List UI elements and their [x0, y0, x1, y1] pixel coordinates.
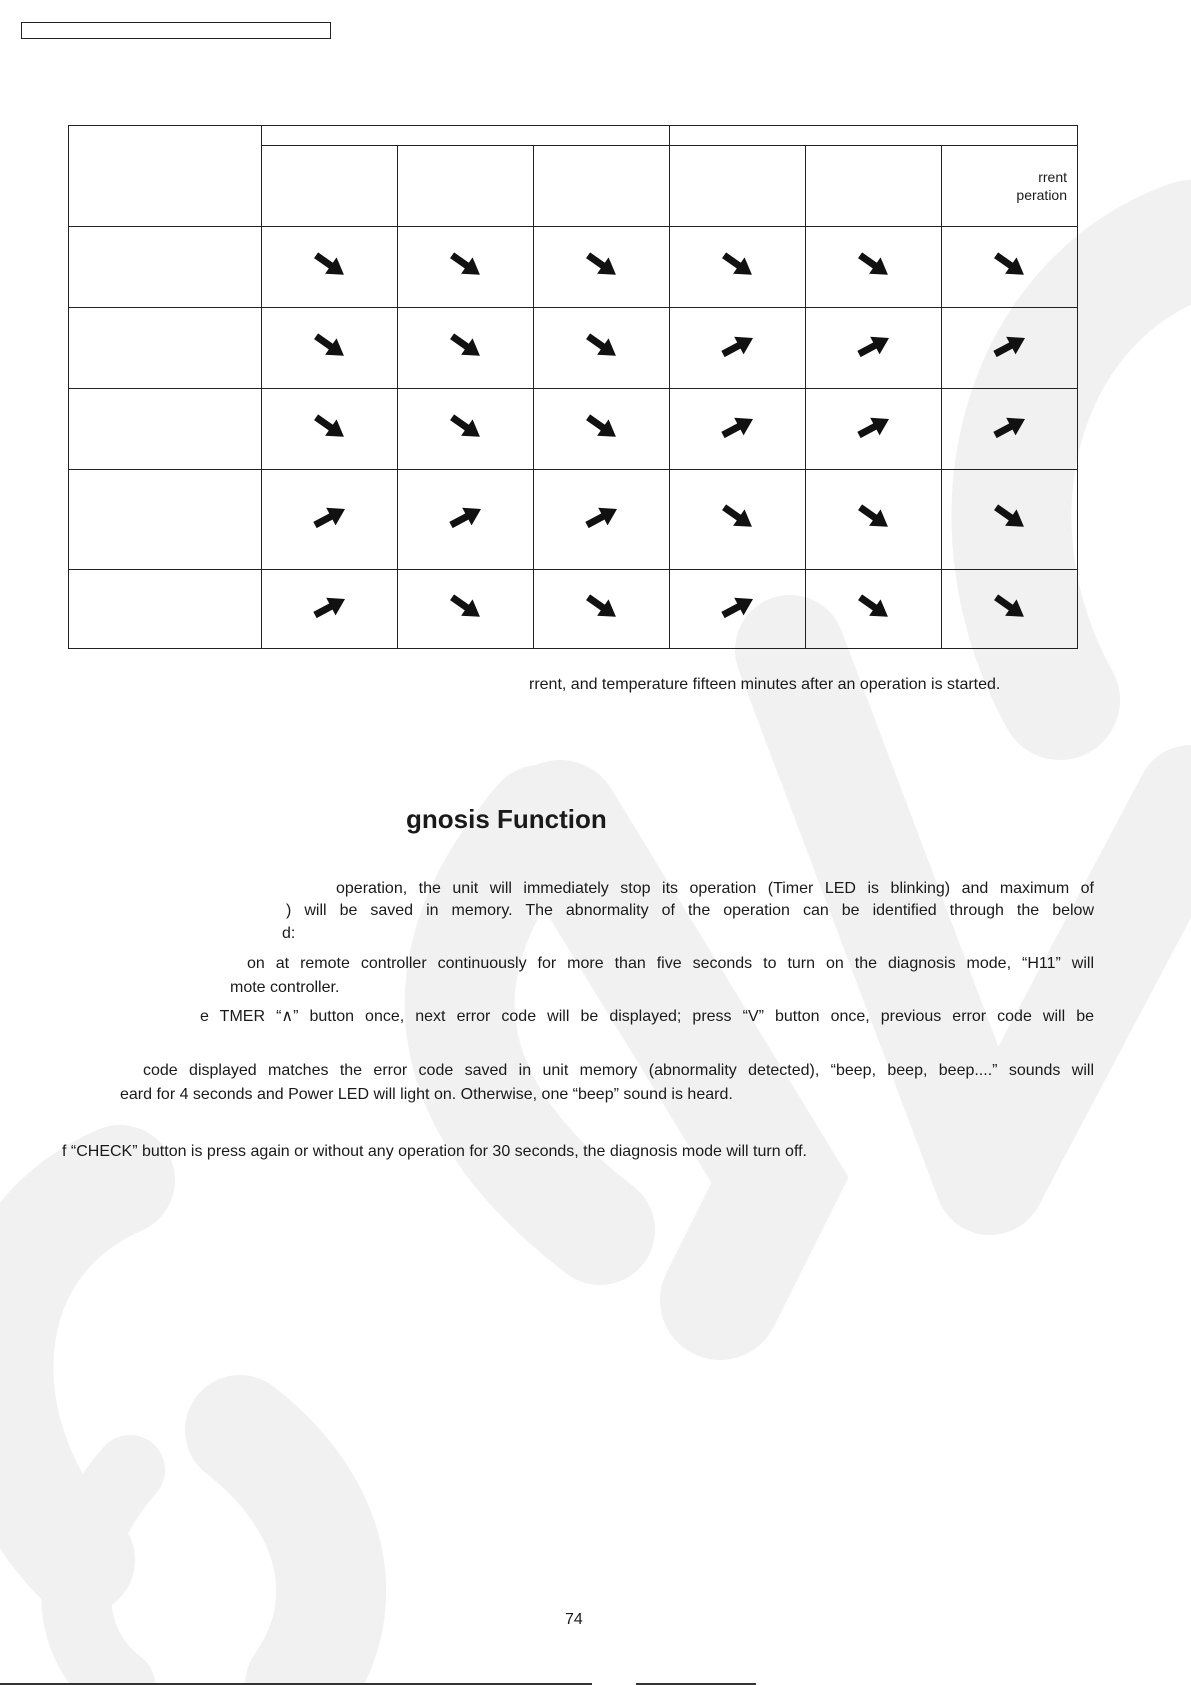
arrow-cell	[262, 470, 398, 570]
arrow-down-right-icon	[446, 328, 486, 364]
arrow-cell	[534, 308, 670, 389]
row-label-cell	[69, 570, 262, 649]
paragraph-2-line-2: mote controller.	[230, 979, 340, 996]
arrow-cell	[806, 389, 942, 470]
arrow-cell	[670, 308, 806, 389]
arrow-cell	[398, 308, 534, 389]
page-number: 74	[565, 1611, 583, 1628]
arrow-cell	[670, 570, 806, 649]
arrow-cell	[262, 389, 398, 470]
arrow-down-right-icon	[582, 328, 622, 364]
table-body	[69, 227, 1078, 649]
subheader-cell	[806, 146, 942, 227]
arrow-down-right-icon	[854, 247, 894, 283]
row-label-cell	[69, 470, 262, 570]
paragraph-5-line-1: f “CHECK” button is press again or without any operation for 30 seconds, the diagnosis mode will turn off.	[62, 1143, 807, 1160]
paragraph-1-line-3: d:	[282, 925, 296, 942]
arrow-down-right-icon	[854, 499, 894, 535]
paragraph-1-line-1: operation, the unit will immediately stop its operation (Timer LED is blinking) and maximum of	[336, 880, 1094, 897]
subheader-cell	[262, 146, 398, 227]
arrow-up-right-icon	[854, 409, 894, 445]
table-corner-cell	[69, 126, 262, 227]
arrow-cell	[398, 470, 534, 570]
arrow-up-right-icon	[310, 499, 350, 535]
arrow-up-right-icon	[854, 328, 894, 364]
arrow-cell	[670, 227, 806, 308]
table-row	[69, 227, 1078, 308]
group-header-left	[262, 126, 670, 146]
subheader-cell	[398, 146, 534, 227]
arrow-cell	[942, 227, 1078, 308]
arrow-down-right-icon	[718, 247, 758, 283]
arrow-down-right-icon	[446, 409, 486, 445]
arrow-up-right-icon	[446, 499, 486, 535]
arrow-down-right-icon	[582, 247, 622, 283]
arrow-up-right-icon	[718, 328, 758, 364]
section-heading: gnosis Function	[406, 804, 607, 834]
arrow-cell	[670, 470, 806, 570]
arrow-up-right-icon	[990, 409, 1030, 445]
paragraph-3-line-1: e TMER “∧” button once, next error code will be displayed; press “V” button once, previous error code will be	[200, 1008, 1094, 1025]
row-label-cell	[69, 389, 262, 470]
arrow-down-right-icon	[990, 499, 1030, 535]
subheader-cell	[534, 146, 670, 227]
arrow-cell	[398, 227, 534, 308]
arrow-down-right-icon	[310, 409, 350, 445]
arrow-down-right-icon	[854, 589, 894, 625]
arrow-down-right-icon	[446, 589, 486, 625]
arrow-cell	[398, 570, 534, 649]
arrow-cell	[942, 470, 1078, 570]
table-note: rrent, and temperature fifteen minutes after an operation is started.	[529, 676, 1001, 693]
arrow-down-right-icon	[582, 589, 622, 625]
arrow-cell	[806, 470, 942, 570]
arrow-up-right-icon	[718, 409, 758, 445]
arrow-cell	[534, 470, 670, 570]
subheader-cell-current-operation	[942, 146, 1078, 227]
table-row	[69, 570, 1078, 649]
arrow-cell	[534, 389, 670, 470]
arrow-down-right-icon	[990, 247, 1030, 283]
paragraph-1-line-2: ) will be saved in memory. The abnormality of the operation can be identified through the below	[286, 902, 1094, 919]
arrow-cell	[398, 389, 534, 470]
arrow-down-right-icon	[582, 409, 622, 445]
table-row	[69, 470, 1078, 570]
arrow-up-right-icon	[990, 328, 1030, 364]
arrow-down-right-icon	[310, 247, 350, 283]
arrow-cell	[942, 389, 1078, 470]
arrow-cell	[534, 227, 670, 308]
row-label-cell	[69, 227, 262, 308]
arrow-cell	[806, 227, 942, 308]
table-row	[69, 308, 1078, 389]
arrow-cell	[262, 308, 398, 389]
arrow-cell	[942, 308, 1078, 389]
arrow-up-right-icon	[582, 499, 622, 535]
arrow-down-right-icon	[718, 499, 758, 535]
row-label-cell	[69, 308, 262, 389]
arrow-up-right-icon	[310, 589, 350, 625]
subheader-cell	[670, 146, 806, 227]
arrow-cell	[806, 570, 942, 649]
arrow-cell	[262, 570, 398, 649]
arrow-down-right-icon	[310, 328, 350, 364]
header-box	[21, 22, 331, 39]
table-row	[69, 389, 1078, 470]
current-operation-header: rrent peration	[1016, 169, 1067, 203]
table-header-row	[69, 126, 1078, 146]
arrow-cell	[942, 570, 1078, 649]
arrow-down-right-icon	[446, 247, 486, 283]
group-header-right	[670, 126, 1078, 146]
paragraph-4-line-2: eard for 4 seconds and Power LED will light on. Otherwise, one “beep” sound is heard.	[120, 1086, 733, 1103]
arrow-cell	[806, 308, 942, 389]
arrow-cell	[262, 227, 398, 308]
arrow-up-right-icon	[718, 589, 758, 625]
paragraph-4-line-1: code displayed matches the error code saved in unit memory (abnormality detected), “beep, beep, beep....” sounds will	[143, 1062, 1094, 1079]
arrow-cell	[534, 570, 670, 649]
diagnosis-table	[68, 125, 1078, 649]
arrow-down-right-icon	[990, 589, 1030, 625]
arrow-cell	[670, 389, 806, 470]
paragraph-2-line-1: on at remote controller continuously for more than five seconds to turn on the diagnosis mode, “H11” will	[247, 955, 1094, 972]
